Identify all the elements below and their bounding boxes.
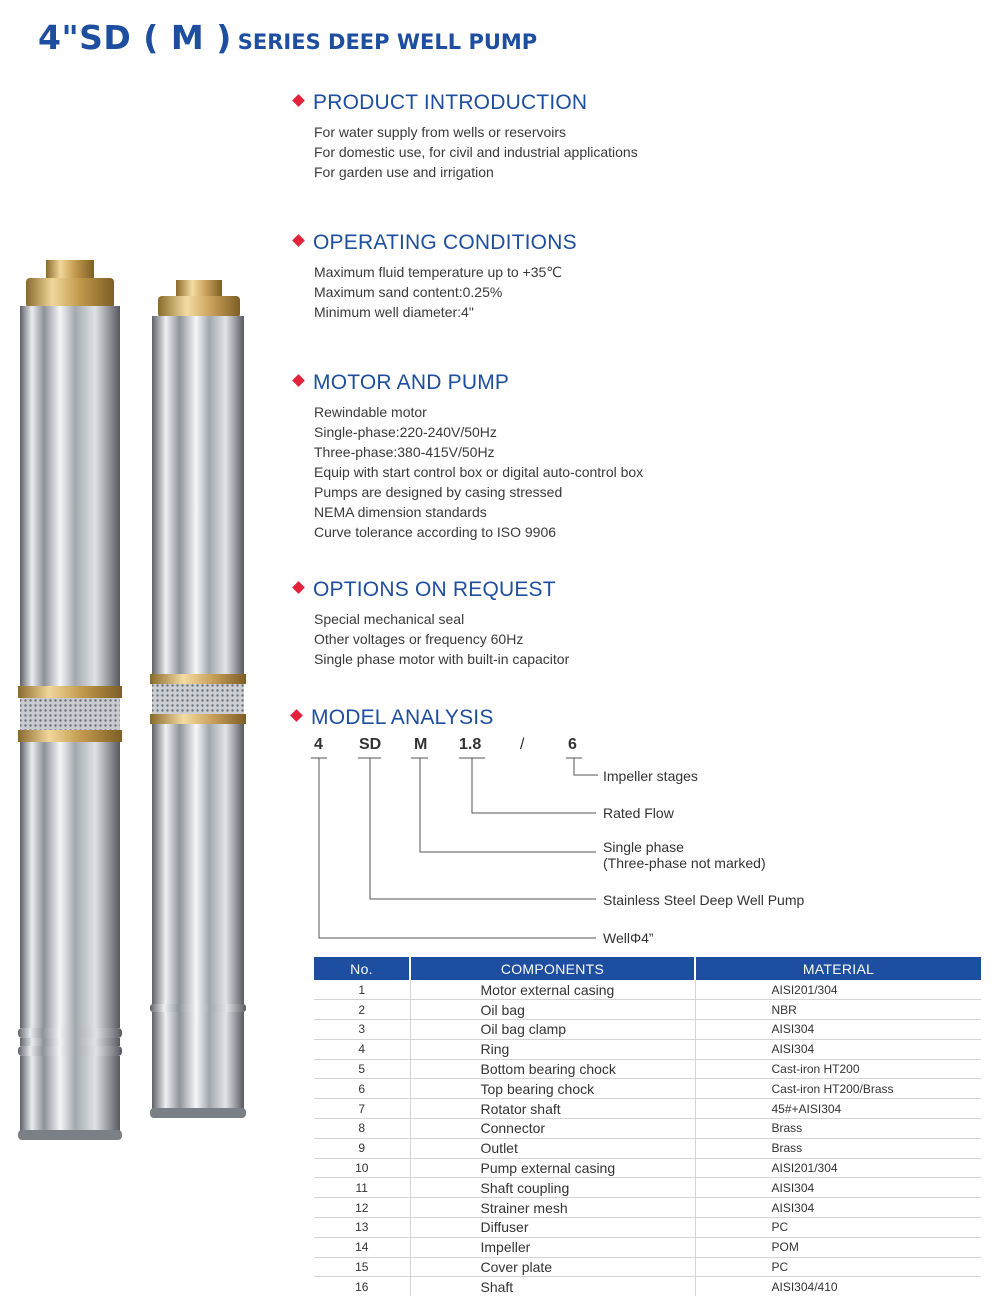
section-line: Other voltages or frequency 60Hz — [314, 631, 524, 647]
cell-component: Oil bag — [410, 1000, 695, 1020]
cell-component: Shaft coupling — [410, 1178, 695, 1198]
section-line: Three-phase:380-415V/50Hz — [314, 444, 495, 460]
cell-no: 7 — [314, 1099, 410, 1119]
cell-component: Rotator shaft — [410, 1099, 695, 1119]
cell-no: 10 — [314, 1158, 410, 1178]
section-line: NEMA dimension standards — [314, 504, 487, 520]
section-heading: OPTIONS ON REQUEST — [313, 578, 556, 601]
model-label-three-phase-note: (Three-phase not marked) — [603, 855, 766, 871]
cell-no: 16 — [314, 1277, 410, 1296]
cell-material: AISI304/410 — [695, 1277, 981, 1296]
cell-no: 9 — [314, 1138, 410, 1158]
cell-no: 2 — [314, 1000, 410, 1020]
model-label-single-phase: Single phase — [603, 839, 684, 855]
model-label-rated-flow: Rated Flow — [603, 805, 674, 821]
table-row — [314, 1178, 981, 1198]
cell-material: Brass — [695, 1138, 981, 1158]
section-line: Special mechanical seal — [314, 611, 465, 627]
cell-material: AISI201/304 — [695, 980, 981, 1000]
cell-material: Brass — [695, 1119, 981, 1139]
cell-material: Cast-iron HT200/Brass — [695, 1079, 981, 1099]
section-line: Maximum fluid temperature up to +35℃ — [314, 264, 563, 280]
title-sub: SERIES DEEP WELL PUMP — [237, 30, 538, 54]
table-row — [314, 1277, 981, 1296]
section-line: Rewindable motor — [314, 404, 427, 420]
cell-component: Ring — [410, 1039, 695, 1059]
table-row — [314, 1059, 981, 1079]
cell-material: POM — [695, 1237, 981, 1257]
cell-no: 13 — [314, 1218, 410, 1238]
section-heading: MOTOR AND PUMP — [313, 371, 510, 394]
table-row — [314, 1218, 981, 1238]
table-row — [314, 1119, 981, 1139]
table-row — [314, 1099, 981, 1119]
model-code-slash: / — [520, 736, 525, 753]
table-row — [314, 1138, 981, 1158]
model-label-impeller-stages: Impeller stages — [603, 768, 698, 784]
model-code-phase: M — [414, 736, 428, 753]
table-row — [314, 1039, 981, 1059]
cell-no: 8 — [314, 1119, 410, 1139]
cell-no: 14 — [314, 1237, 410, 1257]
cell-component: Shaft — [410, 1277, 695, 1296]
section-line: Maximum sand content:0.25% — [314, 284, 503, 300]
cell-material: AISI304 — [695, 1020, 981, 1040]
section-line: For water supply from wells or reservoirs — [314, 124, 567, 140]
table-row — [314, 1079, 981, 1099]
cell-material: AISI304 — [695, 1039, 981, 1059]
section-heading: PRODUCT INTRODUCTION — [313, 91, 588, 114]
section-line: Minimum well diameter:4" — [314, 304, 474, 320]
table-row — [314, 1000, 981, 1020]
table-row — [314, 1158, 981, 1178]
table-header-row — [314, 957, 981, 980]
section-heading: MODEL ANALYSIS — [311, 706, 494, 729]
section-line: Curve tolerance according to ISO 9906 — [314, 524, 557, 540]
cell-component: Motor external casing — [410, 980, 695, 1000]
cell-component: Outlet — [410, 1138, 695, 1158]
components-table — [314, 957, 981, 1296]
cell-component: Impeller — [410, 1237, 695, 1257]
cell-material: PC — [695, 1257, 981, 1277]
cell-material: AISI304 — [695, 1198, 981, 1218]
header-material: MATERIAL — [695, 957, 981, 980]
cell-component: Top bearing chock — [410, 1079, 695, 1099]
table-row — [314, 1020, 981, 1040]
cell-material: AISI201/304 — [695, 1158, 981, 1178]
section-line: For domestic use, for civil and industrial applications — [314, 144, 638, 160]
section-line: Equip with start control box or digital auto-control box — [314, 464, 644, 480]
cell-material: Cast-iron HT200 — [695, 1059, 981, 1079]
cell-no: 5 — [314, 1059, 410, 1079]
cell-no: 1 — [314, 980, 410, 1000]
cell-no: 3 — [314, 1020, 410, 1040]
cell-component: Cover plate — [410, 1257, 695, 1277]
section-line: Single-phase:220-240V/50Hz — [314, 424, 497, 440]
table-row — [314, 980, 981, 1000]
header-components: COMPONENTS — [410, 957, 695, 980]
cell-component: Pump external casing — [410, 1158, 695, 1178]
section-heading: OPERATING CONDITIONS — [313, 231, 577, 254]
model-code-series: SD — [359, 736, 382, 753]
cell-no: 12 — [314, 1198, 410, 1218]
section-line: Pumps are designed by casing stressed — [314, 484, 563, 500]
table-row — [314, 1198, 981, 1218]
model-code-well-size: 4 — [314, 736, 323, 753]
cell-no: 4 — [314, 1039, 410, 1059]
table-row — [314, 1257, 981, 1277]
model-label-stainless-steel: Stainless Steel Deep Well Pump — [603, 892, 805, 908]
model-label-well-diameter: WellΦ4” — [603, 930, 654, 946]
cell-no: 6 — [314, 1079, 410, 1099]
section-line: Single phase motor with built-in capacitor — [314, 651, 570, 667]
model-code-flow: 1.8 — [459, 736, 482, 753]
cell-material: 45#+AISI304 — [695, 1099, 981, 1119]
model-code-stages: 6 — [568, 736, 577, 753]
cell-component: Diffuser — [410, 1218, 695, 1238]
cell-component: Oil bag clamp — [410, 1020, 695, 1040]
cell-no: 15 — [314, 1257, 410, 1277]
cell-component: Strainer mesh — [410, 1198, 695, 1218]
cell-no: 11 — [314, 1178, 410, 1198]
cell-material: NBR — [695, 1000, 981, 1020]
cell-component: Bottom bearing chock — [410, 1059, 695, 1079]
table-row — [314, 1237, 981, 1257]
header-no: No. — [314, 957, 410, 980]
cell-material: AISI304 — [695, 1178, 981, 1198]
section-line: For garden use and irrigation — [314, 164, 494, 180]
title-main: 4"SD ( M ) — [38, 18, 232, 57]
cell-component: Connector — [410, 1119, 695, 1139]
cell-material: PC — [695, 1218, 981, 1238]
